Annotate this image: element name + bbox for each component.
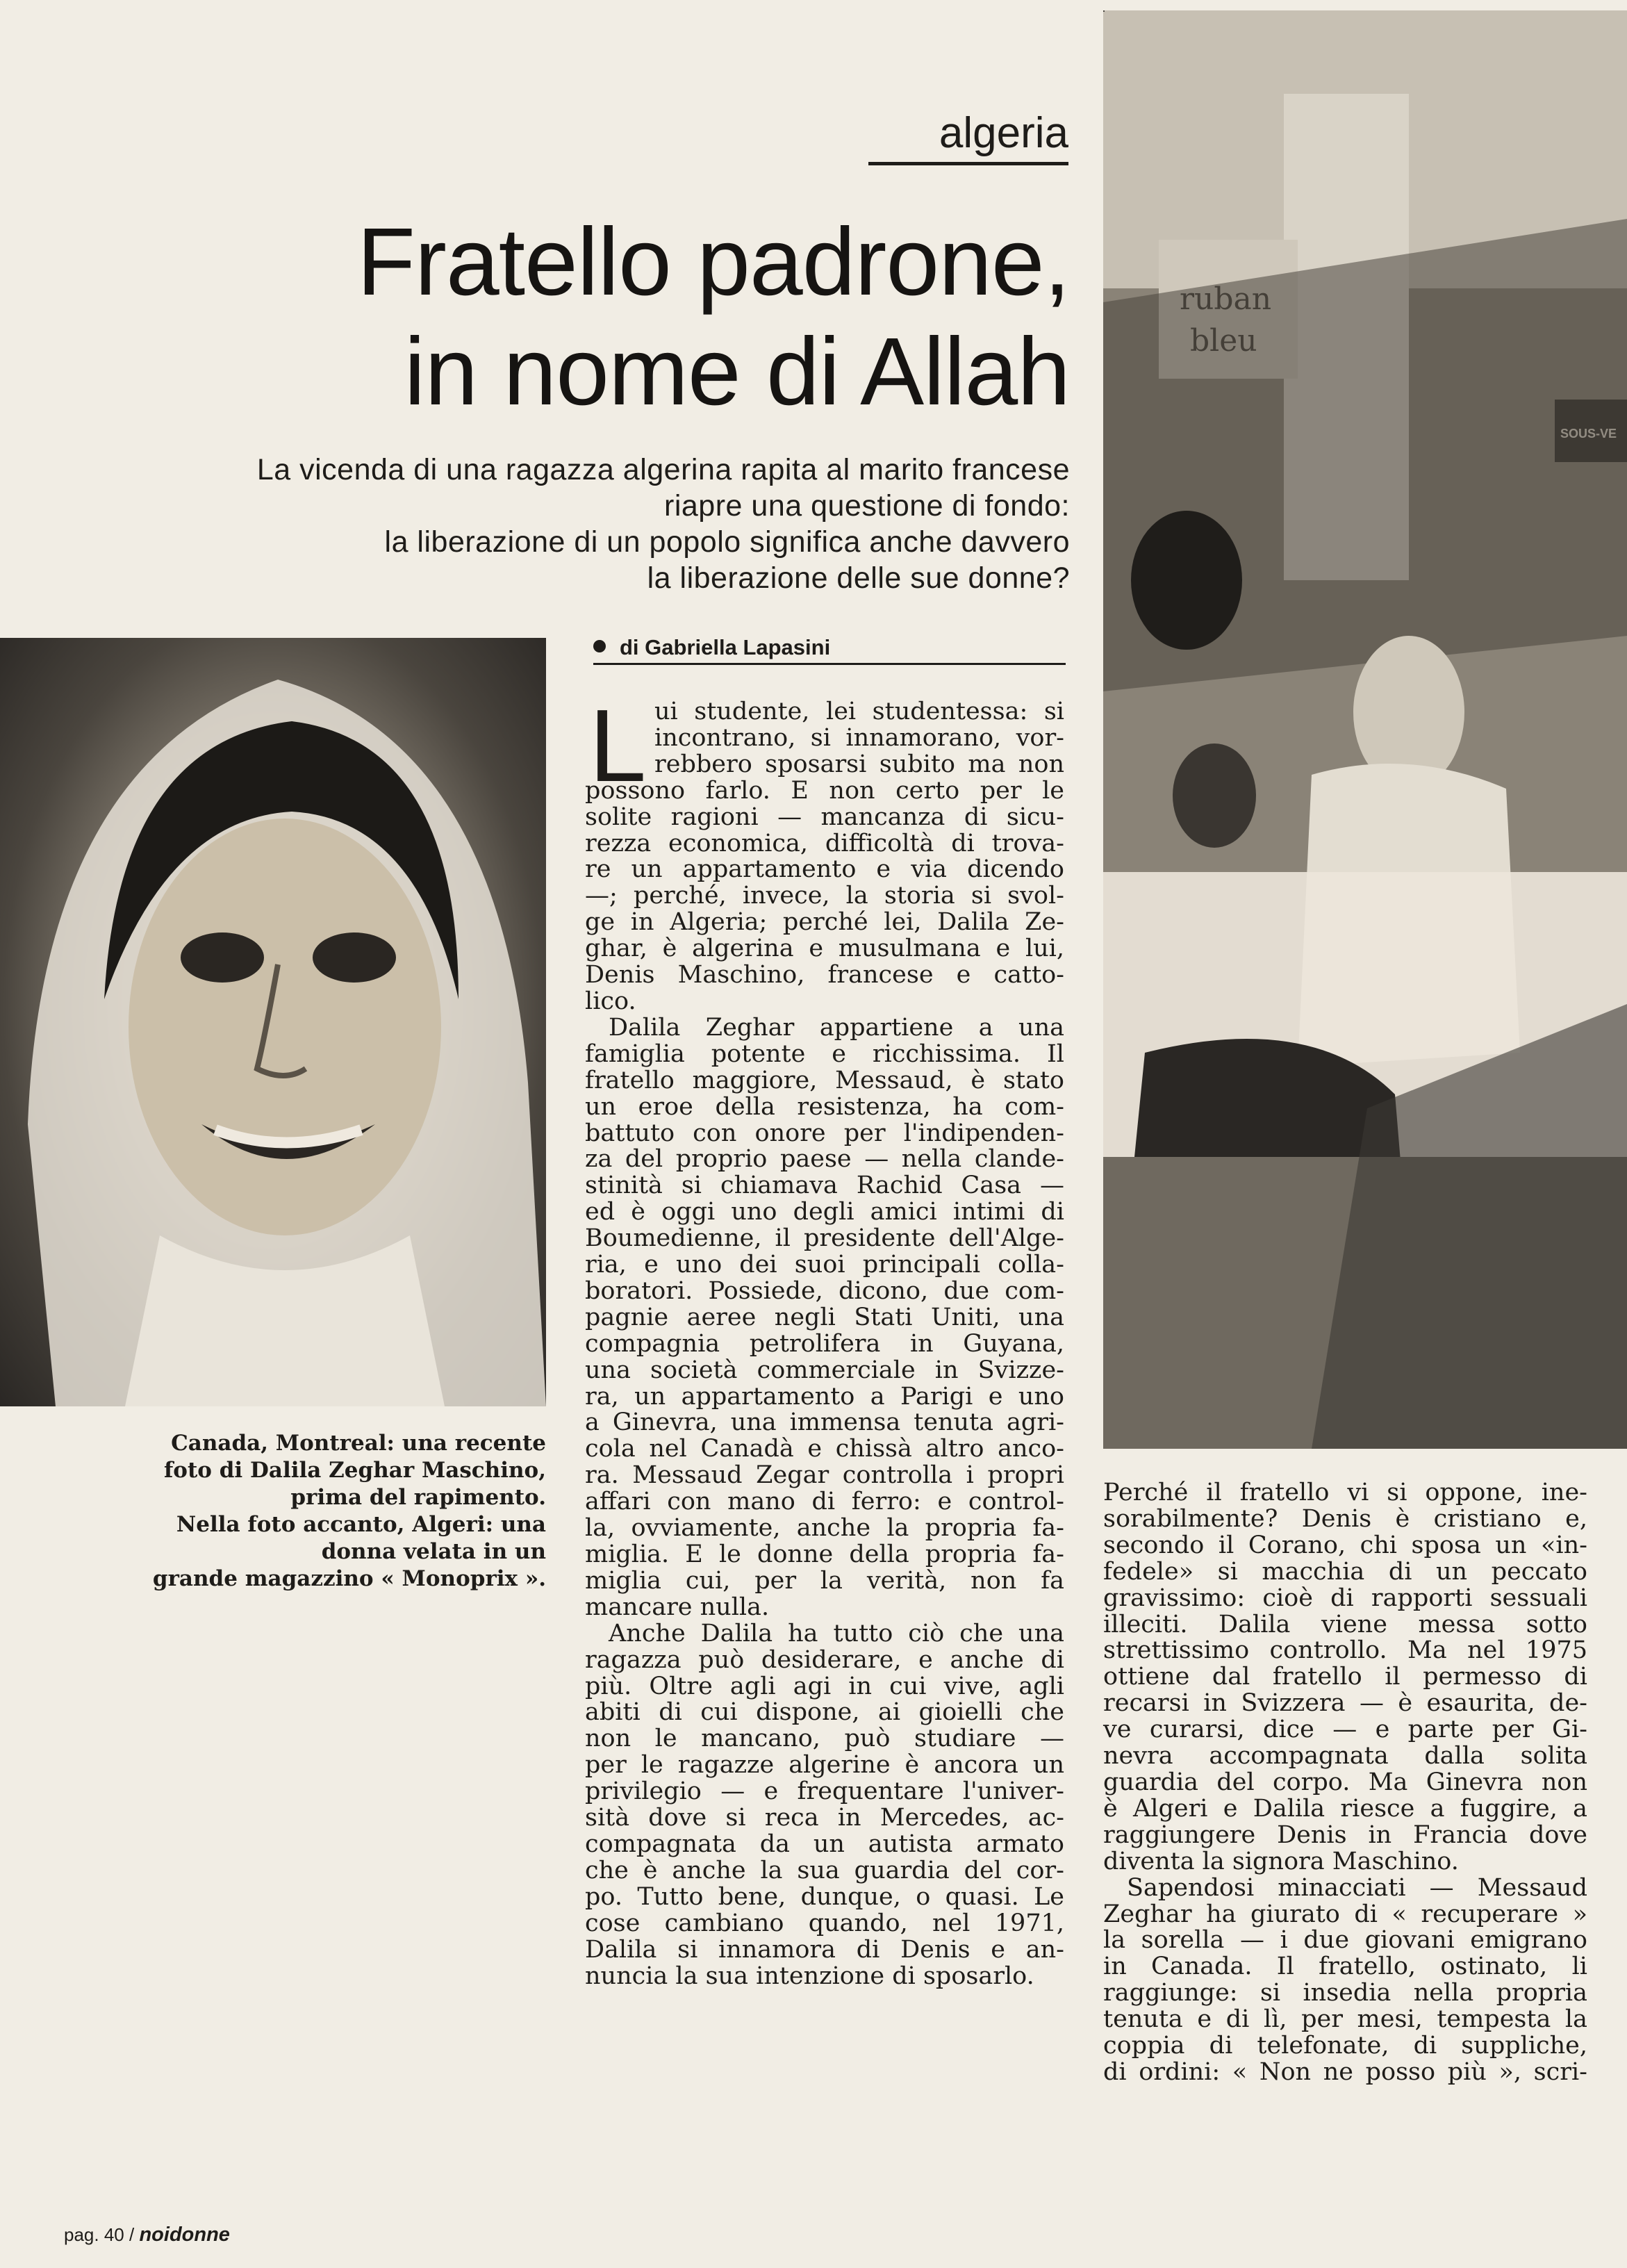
text-line: Denis Maschino, francese e catto- [585, 961, 1064, 989]
page-number: pag. 40 [64, 2224, 124, 2245]
byline-text: di Gabriella Lapasini [620, 635, 831, 659]
text-line: guardia del corpo. Ma Ginevra non [1103, 1768, 1587, 1796]
footer-separator: / [129, 2224, 135, 2245]
caption-line: prima del rapimento. [290, 1485, 546, 1510]
text-line: affari con mano di ferro: e control- [585, 1488, 1064, 1516]
text-line: che è anche la sua guardia del cor- [585, 1856, 1064, 1884]
deck-line: la liberazione di un popolo significa anche davvero [384, 525, 1070, 559]
text-line: raggiunge: si insedia nella propria [1103, 1979, 1587, 2007]
text-line: strettissimo controllo. Ma nel 1975 [1103, 1636, 1587, 1665]
text-line: è Algeri e Dalila riesce a fuggire, a [1103, 1794, 1587, 1823]
caption-line: grande magazzino « Monoprix ». [152, 1566, 546, 1591]
text-line: Boumedienne, il presidente dell'Alge- [585, 1224, 1064, 1253]
text-line: Zeghar ha giurato di « recuperare » [1103, 1900, 1587, 1928]
text-line: una società commerciale in Svizze- [585, 1356, 1064, 1384]
text-line: ghar, è algerina e musulmana e lui, [585, 935, 1064, 963]
section-label: algeria [868, 108, 1068, 165]
text-line: più. Oltre agli agi in cui vive, agli [585, 1672, 1064, 1700]
text-line: secondo il Corano, chi sposa un «in- [1103, 1531, 1587, 1559]
text-line: la, ovviamente, anche la propria fa- [585, 1514, 1064, 1543]
text-line: la sorella — i due giovani emigrano [1103, 1926, 1587, 1955]
text-line: ria, e uno dei suoi principali colla- [585, 1251, 1064, 1279]
text-line: compagnia petrolifera in Guyana, [585, 1329, 1064, 1358]
text-line: recarsi in Svizzera — è esaurita, de- [1103, 1689, 1587, 1718]
portrait-illustration [0, 638, 546, 1406]
text-line: ve curarsi, dice — e parte per Gi- [1103, 1716, 1587, 1744]
headline-line: in nome di Allah [404, 318, 1070, 425]
text-line: lico. [585, 987, 636, 1015]
text-line: rebbero sposarsi subito ma non [654, 750, 1064, 778]
text-line: gravissimo: cioè di rapporti sessuali [1103, 1584, 1587, 1612]
text-line: famiglia potente e ricchissima. Il [585, 1040, 1064, 1068]
article-column-right [1103, 1480, 1587, 2086]
text-line: possono farlo. E non certo per le [585, 776, 1064, 805]
text-line: a Ginevra, una immensa tenuta agri- [585, 1408, 1064, 1437]
page-footer [64, 2224, 230, 2246]
text-line: ragazza può desiderare, e anche di [585, 1645, 1064, 1674]
drop-cap: L [589, 689, 647, 803]
text-line: cose cambiano quando, nel 1971, [585, 1909, 1064, 1937]
text-line: coppia di telefonate, di suppliche, [1103, 2032, 1587, 2060]
text-line: Anche Dalila ha tutto ciò che una [609, 1619, 1064, 1647]
bullet-icon [593, 640, 606, 652]
text-line: diventa la signora Maschino. [1103, 1847, 1459, 1875]
text-line: boratori. Possiede, dicono, due com- [585, 1276, 1064, 1305]
text-line: ge in Algeria; perché lei, Dalila Ze- [585, 908, 1064, 937]
text-line: nuncia la sua intenzione di sposarlo. [585, 1962, 1034, 1990]
text-line: Dalila Zeghar appartiene a una [609, 1013, 1064, 1042]
text-line: raggiungere Denis in Francia dove [1103, 1821, 1587, 1849]
text-line: Sapendosi minacciati — Messaud [1127, 1873, 1587, 1902]
text-line: fratello maggiore, Messaud, è stato [585, 1066, 1064, 1094]
text-line: mancare nulla. [585, 1593, 770, 1621]
text-line: ra, un appartamento a Parigi e uno [585, 1382, 1064, 1411]
deck-line: riapre una questione di fondo: [664, 489, 1070, 523]
text-line: Perché il fratello vi si oppone, ine- [1103, 1479, 1587, 1506]
text-line: Dalila si innamora di Denis e an- [585, 1935, 1064, 1964]
text-line: abiti di cui dispone, ai gioielli che [585, 1698, 1064, 1727]
magazine-brand: noidonne [139, 2224, 230, 2246]
article-column-middle [585, 689, 1064, 1990]
text-line: incontrano, si innamorano, vor- [654, 723, 1064, 752]
headline-line: Fratello padrone, [356, 208, 1070, 315]
text-line: non le mancano, può studiare — [585, 1725, 1064, 1753]
text-line: po. Tutto bene, dunque, o quasi. Le [585, 1882, 1064, 1911]
text-line: di ordini: « Non ne posso più », scri- [1103, 2057, 1587, 2086]
caption-line: donna velata in un [321, 1539, 546, 1564]
text-line: za del proprio paese — nella clande- [585, 1145, 1064, 1174]
text-line: illeciti. Dalila viene messa sotto [1103, 1610, 1587, 1638]
text-line: compagnata da un autista armato [585, 1830, 1064, 1858]
text-line: ottiene dal fratello il permesso di [1103, 1663, 1587, 1691]
text-line: in Canada. Il fratello, ostinato, li [1103, 1953, 1587, 1981]
text-line: —; perché, invece, la storia si svol- [585, 882, 1064, 910]
text-line: solite ragioni — mancanza di sicu- [585, 803, 1064, 831]
store-photo [1103, 10, 1627, 1449]
caption-line: foto di Dalila Zeghar Maschino, [163, 1458, 546, 1483]
photo-caption [104, 1430, 546, 1593]
portrait-photo [0, 638, 546, 1406]
text-line: ed è oggi uno degli amici intimi di [585, 1198, 1064, 1226]
caption-line: Canada, Montreal: una recente [171, 1431, 546, 1456]
deck-line: La vicenda di una ragazza algerina rapita al marito francese [256, 453, 1070, 486]
text-line: ui studente, lei studentessa: si [654, 698, 1064, 725]
text-line: re un appartamento e via dicendo [585, 855, 1064, 884]
text-line: stinità si chiamava Rachid Casa — [585, 1172, 1064, 1200]
deck [104, 452, 1070, 596]
text-line: miglia. E le donne della propria fa- [585, 1540, 1064, 1568]
text-line: ra. Messaud Zegar controlla i propri [585, 1461, 1064, 1490]
text-line: fedele» si macchia di un peccato [1103, 1557, 1587, 1586]
text-line: per le ragazze algerine è ancora un [585, 1751, 1064, 1780]
byline [593, 634, 1066, 665]
text-line: battuto con onore per l'indipenden- [585, 1119, 1064, 1147]
deck-line: la liberazione delle sue donne? [647, 561, 1070, 595]
text-line: rezza economica, difficoltà di trova- [585, 829, 1064, 857]
text-line: nevra accompagnata dalla solita [1103, 1742, 1587, 1770]
text-line: miglia cui, per la verità, non fa [585, 1566, 1064, 1595]
text-line: privilegio — e frequentare l'univer- [585, 1777, 1064, 1806]
store-illustration [1103, 10, 1627, 1449]
text-line: pagnie aeree negli Stati Uniti, una [585, 1303, 1064, 1331]
text-line: cola nel Canadà e chissà altro anco- [585, 1435, 1064, 1463]
text-line: tenuta e di lì, per mesi, tempesta la [1103, 2005, 1587, 2034]
text-line: sità dove si reca in Mercedes, ac- [585, 1804, 1064, 1832]
text-line: sorabilmente? Denis è cristiano e, [1103, 1504, 1587, 1533]
headline [104, 207, 1070, 427]
text-line: un eroe della resistenza, ha com- [585, 1092, 1064, 1121]
caption-line: Nella foto accanto, Algeri: una [176, 1512, 546, 1537]
